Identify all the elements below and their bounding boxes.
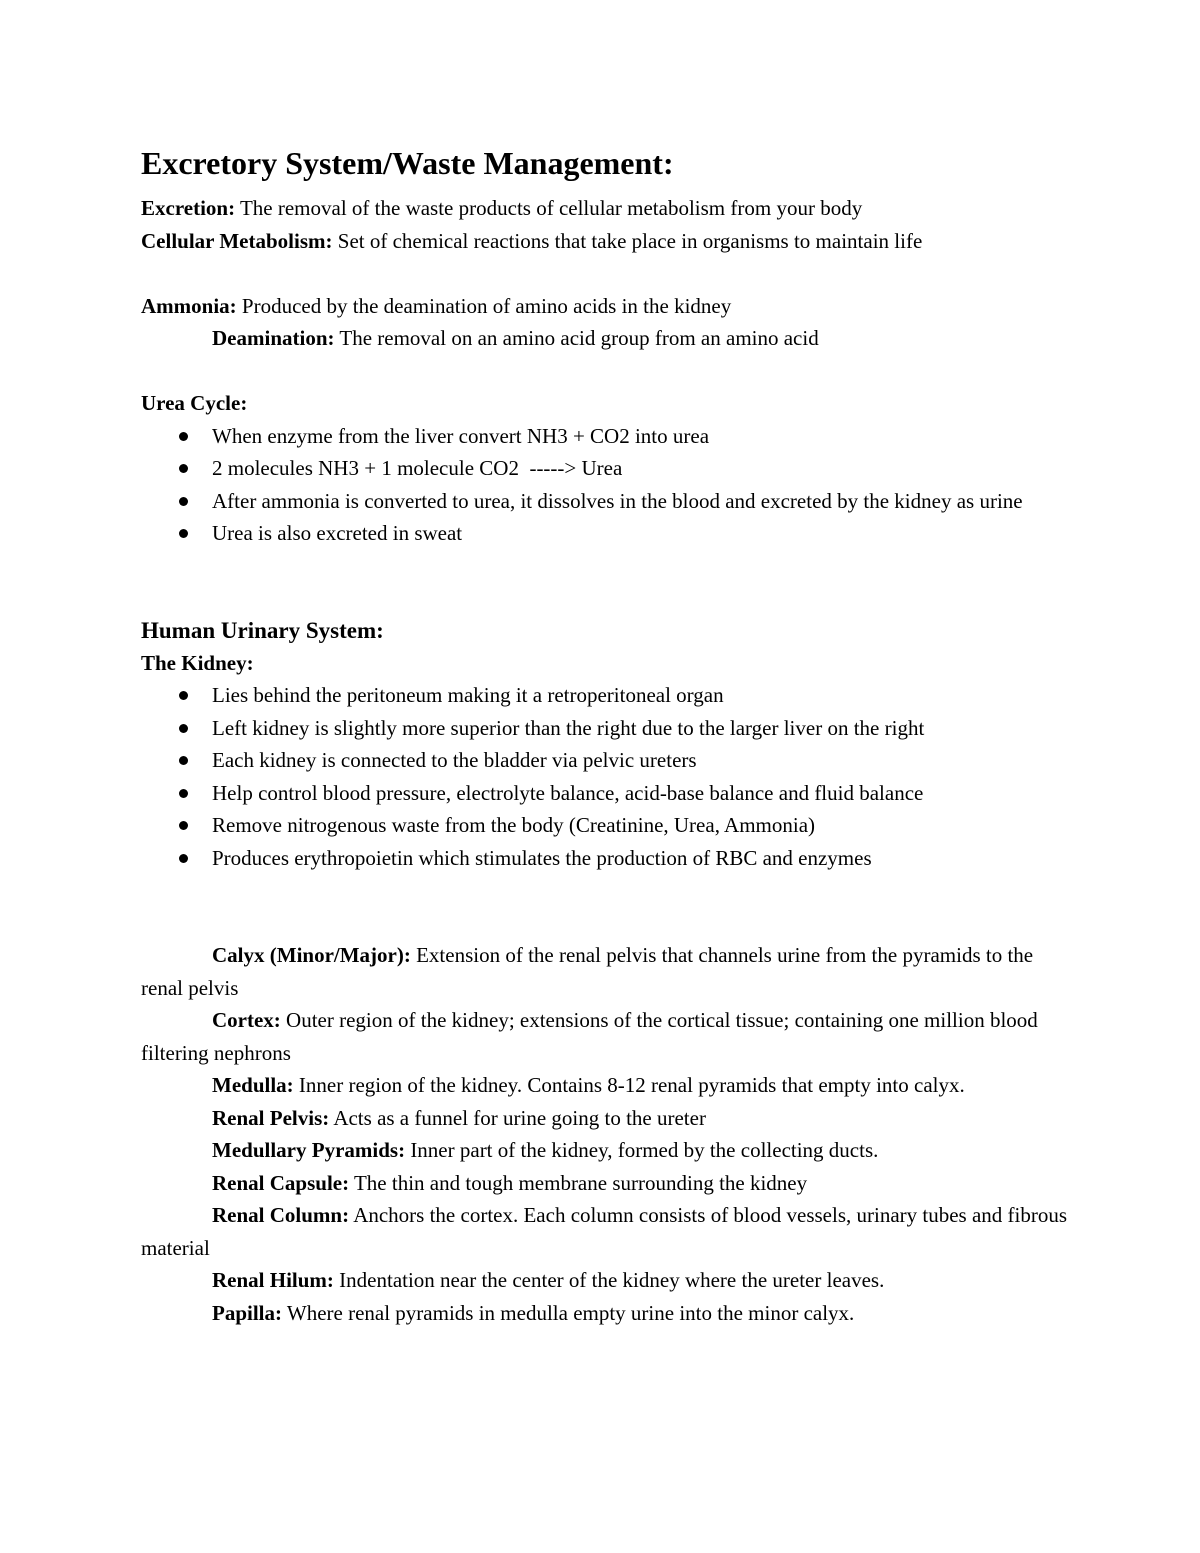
list-item-text: When enzyme from the liver convert NH3 + CO2 into urea (212, 423, 710, 448)
list-item-text: Urea is also excreted in sweat (212, 521, 463, 545)
definition-ammonia (141, 290, 1071, 323)
definition-renal-capsule (141, 1167, 1071, 1200)
spacer (141, 355, 1071, 388)
definition-papilla (141, 1297, 1071, 1330)
term-label: Medulla: (212, 1073, 294, 1097)
term-text: Produced by the deamination of amino acids in the kidney (236, 293, 732, 318)
term-label: Renal Column: (212, 1203, 350, 1227)
list-item (141, 485, 1071, 518)
bullet-icon (179, 724, 188, 733)
bullet-icon (179, 529, 188, 538)
term-text: Set of chemical reactions that take place in organisms to maintain life (332, 228, 923, 253)
term-text: Indentation near the center of the kidney where the ureter leaves. (333, 1268, 885, 1292)
term-text: The removal on an amino acid group from an amino acid (334, 326, 819, 350)
definition-medulla (141, 1069, 1071, 1102)
term-label: Calyx (Minor/Major): (212, 943, 411, 967)
page-title: Excretory System/Waste Management: (141, 145, 674, 181)
definition-excretion (141, 192, 1071, 225)
bullet-icon (179, 464, 188, 473)
list-item-text: Remove nitrogenous waste from the body (Creatinine, Urea, Ammonia) (212, 813, 816, 837)
definition-medullary-pyramids (141, 1134, 1071, 1167)
document-page (141, 142, 1071, 1329)
definition-calyx (141, 939, 1071, 1004)
list-item (141, 712, 1071, 745)
list-item (141, 420, 1071, 453)
list-item-text: Produces erythropoietin which stimulates the production of RBC and enzymes (212, 845, 872, 870)
urinary-system-heading: Human Urinary System: (141, 617, 384, 643)
list-item (141, 517, 1071, 550)
list-item (141, 452, 1071, 485)
urea-cycle-heading: Urea Cycle: (141, 391, 248, 415)
term-label: Renal Capsule: (212, 1170, 350, 1195)
bullet-icon (179, 789, 188, 798)
definition-renal-hilum (141, 1264, 1071, 1297)
bullet-icon (179, 854, 188, 863)
spacer (141, 550, 1071, 615)
term-text: Anchors the cortex. Each column consists of blood vessels, urinary tubes and fibrous material (141, 1203, 1068, 1260)
definition-cellular-metabolism (141, 225, 1071, 258)
list-item-text: After ammonia is converted to urea, it dissolves in the blood and excreted by the kidney as urine (212, 488, 1023, 513)
spacer (141, 257, 1071, 290)
term-text: Inner part of the kidney, formed by the collecting ducts. (405, 1138, 879, 1162)
term-label: Renal Hilum: (212, 1268, 334, 1292)
term-label: Renal Pelvis: (212, 1105, 330, 1130)
term-text: Extension of the renal pelvis that channels urine from the pyramids to the renal pelvis (141, 943, 1034, 1000)
term-label: Papilla: (212, 1300, 283, 1325)
list-item-text: Left kidney is slightly more superior than the right due to the larger liver on the right (212, 715, 925, 740)
definition-cortex (141, 1004, 1071, 1069)
definition-renal-column (141, 1199, 1071, 1264)
term-text: Inner region of the kidney. Contains 8-12 renal pyramids that empty into calyx. (293, 1073, 965, 1097)
bullet-icon (179, 821, 188, 830)
list-item-text: 2 molecules NH3 + 1 molecule CO2 -----> Urea (212, 456, 623, 480)
term-label: Medullary Pyramids: (212, 1138, 406, 1162)
term-label: Cellular Metabolism: (141, 228, 333, 253)
kidney-heading: The Kidney: (141, 650, 254, 675)
term-text: Where renal pyramids in medulla empty urine into the minor calyx. (282, 1300, 855, 1325)
list-item (141, 679, 1071, 712)
term-text: The thin and tough membrane surrounding the kidney (349, 1170, 808, 1195)
list-item (141, 777, 1071, 810)
term-text: Acts as a funnel for urine going to the ureter (329, 1105, 706, 1130)
urea-cycle-list (141, 420, 1071, 550)
list-item (141, 842, 1071, 875)
term-label: Excretion: (141, 196, 236, 220)
term-label: Deamination: (212, 326, 335, 350)
definition-renal-pelvis (141, 1102, 1071, 1135)
term-text: Outer region of the kidney; extensions of the cortical tissue; containing one million blood filtering nephrons (141, 1008, 1038, 1065)
bullet-icon (179, 497, 188, 506)
list-item (141, 744, 1071, 777)
list-item-text: Lies behind the peritoneum making it a retroperitoneal organ (212, 683, 724, 707)
spacer (141, 874, 1071, 939)
term-label: Cortex: (212, 1008, 281, 1032)
list-item-text: Each kidney is connected to the bladder via pelvic ureters (212, 748, 697, 772)
term-text: The removal of the waste products of cellular metabolism from your body (235, 196, 863, 220)
bullet-icon (179, 691, 188, 700)
term-label: Ammonia: (141, 293, 237, 318)
list-item (141, 809, 1071, 842)
list-item-text: Help control blood pressure, electrolyte balance, acid-base balance and fluid balance (212, 780, 924, 805)
definition-deamination (141, 322, 1071, 355)
bullet-icon (179, 432, 188, 441)
kidney-list (141, 679, 1071, 874)
bullet-icon (179, 756, 188, 765)
